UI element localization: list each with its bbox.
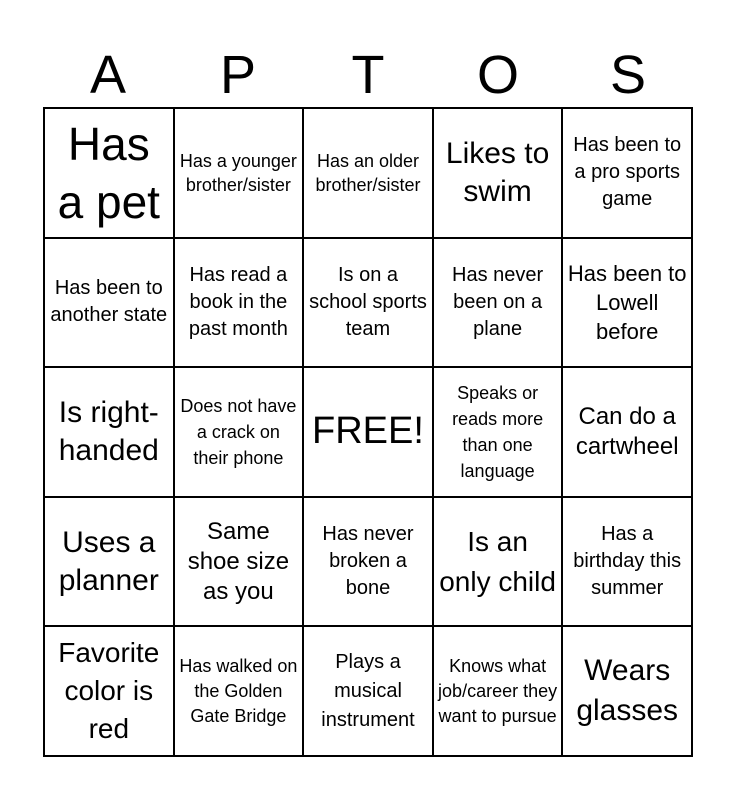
bingo-cell[interactable] bbox=[562, 108, 692, 238]
bingo-cell[interactable] bbox=[174, 238, 304, 368]
cell-text: Can do a cartwheel bbox=[575, 402, 679, 460]
bingo-cell[interactable] bbox=[174, 626, 304, 756]
bingo-cell[interactable] bbox=[433, 497, 563, 627]
bingo-cell[interactable] bbox=[433, 367, 563, 497]
bingo-cell[interactable] bbox=[174, 367, 304, 497]
bingo-board bbox=[43, 107, 693, 757]
bingo-cell[interactable] bbox=[562, 367, 692, 497]
cell-text: Likes to swim bbox=[445, 136, 550, 208]
bingo-cell[interactable] bbox=[44, 238, 174, 368]
header-letter-a: A bbox=[89, 45, 127, 105]
bingo-cell[interactable] bbox=[303, 238, 433, 368]
cell-text: Plays a musical instrument bbox=[321, 650, 415, 731]
header-letter-t: T bbox=[351, 45, 385, 105]
free-space-label: FREE! bbox=[312, 410, 424, 453]
header-letter-p: P bbox=[219, 45, 257, 105]
cell-text: Knows what job/career they want to pursue bbox=[438, 655, 558, 726]
cell-text: Speaks or reads more than one language bbox=[452, 382, 544, 481]
bingo-cell[interactable] bbox=[562, 497, 692, 627]
cell-text: Has been to Lowell before bbox=[567, 260, 687, 344]
bingo-header bbox=[43, 44, 693, 106]
cell-text: Has never broken a bone bbox=[322, 523, 414, 600]
header-letter-o: O bbox=[476, 45, 519, 105]
bingo-cell[interactable] bbox=[174, 497, 304, 627]
cell-text: Is right-handed bbox=[58, 395, 159, 467]
bingo-cell[interactable] bbox=[562, 626, 692, 756]
bingo-cell[interactable] bbox=[303, 497, 433, 627]
bingo-cell[interactable] bbox=[44, 626, 174, 756]
cell-text: Has walked on the Golden Gate Bridge bbox=[179, 655, 298, 726]
cell-text: Same shoe size as you bbox=[187, 517, 290, 605]
cell-text: Is on a school sports team bbox=[309, 263, 427, 340]
cell-text: Has a birthday this summer bbox=[573, 523, 682, 600]
cell-text: Has a pet bbox=[57, 117, 160, 228]
bingo-cell[interactable] bbox=[44, 367, 174, 497]
bingo-cell[interactable] bbox=[562, 238, 692, 368]
cell-text: Does not have a crack on their phone bbox=[180, 395, 297, 468]
cell-text: Has never been on a plane bbox=[452, 263, 544, 340]
free-space-cell[interactable] bbox=[303, 367, 433, 497]
cell-text: Has been to another state bbox=[50, 277, 168, 327]
bingo-cell[interactable] bbox=[433, 108, 563, 238]
cell-text: Is an only child bbox=[439, 525, 556, 597]
cell-text: Uses a planner bbox=[58, 525, 159, 597]
bingo-cell[interactable] bbox=[303, 626, 433, 756]
bingo-cell[interactable] bbox=[44, 108, 174, 238]
cell-text: Has been to a pro sports game bbox=[573, 134, 682, 211]
header-letter-s: S bbox=[609, 45, 647, 105]
bingo-cell[interactable] bbox=[303, 108, 433, 238]
cell-text: Has an older brother/sister bbox=[315, 150, 421, 195]
cell-text: Has a younger brother/sister bbox=[179, 150, 297, 195]
bingo-cell[interactable] bbox=[433, 626, 563, 756]
bingo-cell[interactable] bbox=[44, 497, 174, 627]
bingo-cell[interactable] bbox=[174, 108, 304, 238]
cell-text: Wears glasses bbox=[576, 654, 679, 728]
cell-text: Has read a book in the past month bbox=[188, 263, 288, 340]
bingo-cell[interactable] bbox=[433, 238, 563, 368]
cell-text: Favorite color is red bbox=[58, 637, 160, 745]
